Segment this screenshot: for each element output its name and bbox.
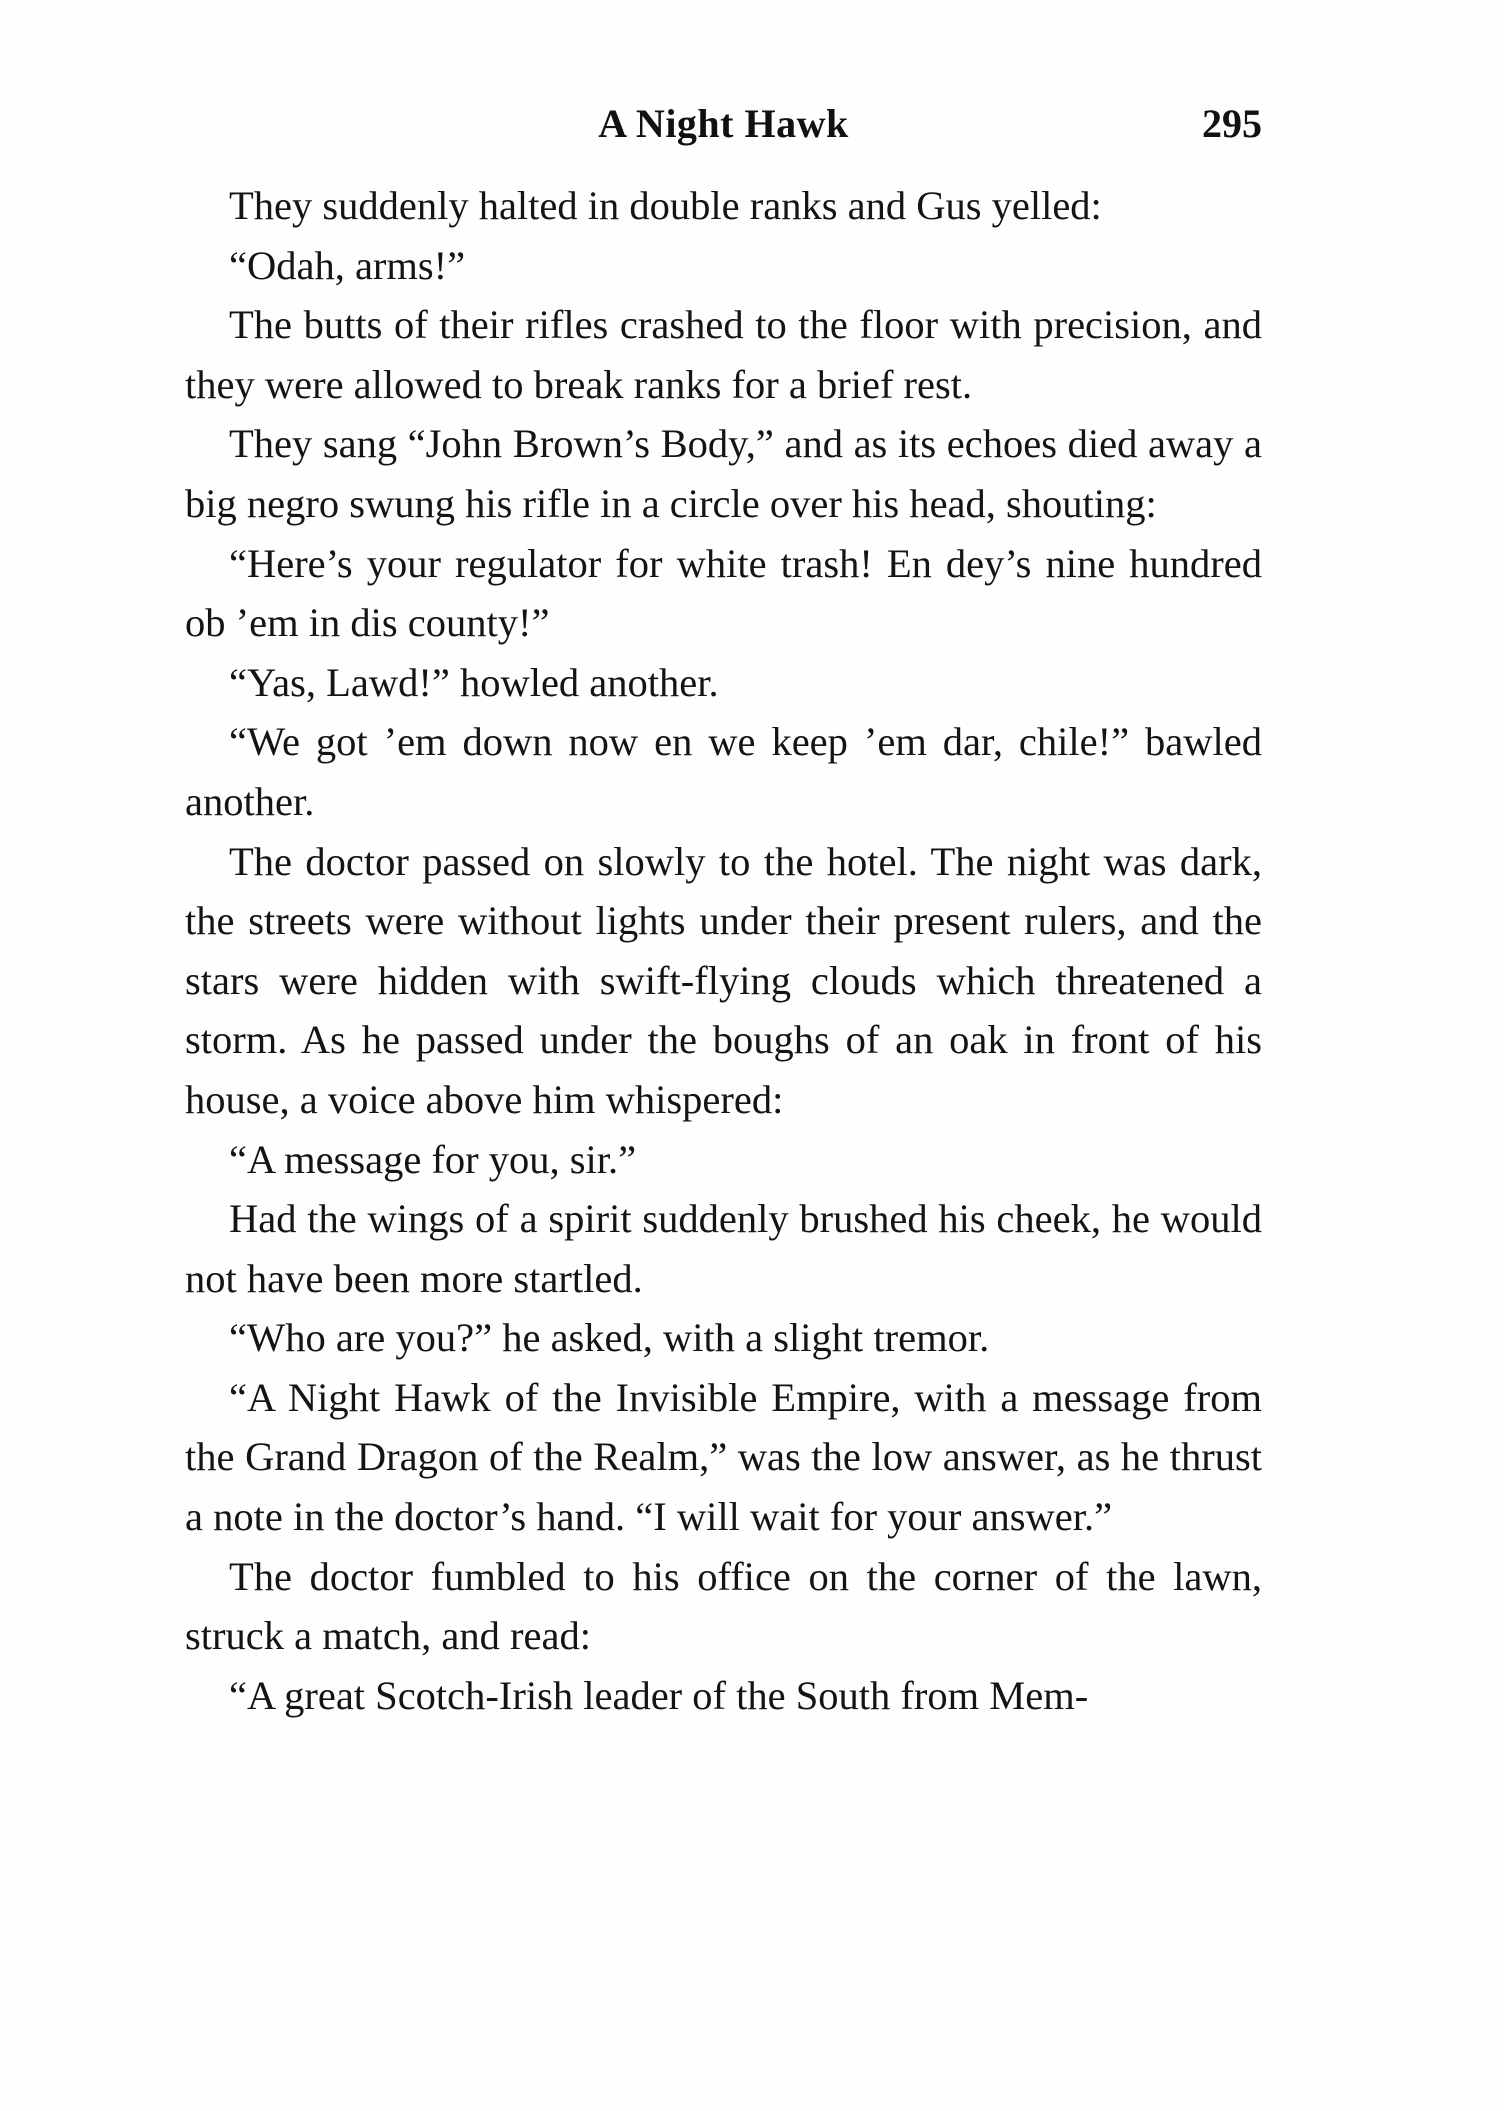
paragraph: “A message for you, sir.”	[229, 1136, 637, 1182]
paragraph: The doctor passed on slowly to the hotel. The night was dark, the streets were without lights under their present rulers, and the stars were hidden with swift-flying clouds which threatened a storm. As he passed under the boughs of an oak in front of his house, a voice above him whispered:	[185, 838, 1262, 1122]
paragraph: “Who are you?” he asked, with a slight tremor.	[229, 1315, 990, 1361]
page-number: 295	[1202, 101, 1262, 146]
paragraph: “Odah, arms!”	[229, 242, 466, 288]
paragraph: “Yas, Lawd!” howled another.	[229, 659, 719, 705]
paragraph: The doctor fumbled to his office on the corner of the lawn, struck a match, and read:	[185, 1553, 1262, 1659]
paragraph: They suddenly halted in double ranks and Gus yelled:	[229, 183, 1102, 228]
paragraph: The butts of their rifles crashed to the floor with precision, and they were allowed to break ranks for a brief rest.	[185, 302, 1262, 407]
paragraph: “We got ’em down now en we keep ’em dar, chile!” bawled another.	[185, 719, 1262, 824]
body-text	[185, 176, 1262, 1725]
paragraph: “Here’s your regulator for white trash! En dey’s nine hundred ob ’em in dis county!”	[185, 540, 1262, 646]
paragraph: They sang “John Brown’s Body,” and as its echoes died away a big negro swung his rifle in a circle over his head, shouting:	[185, 421, 1262, 526]
page-header	[185, 100, 1262, 160]
paragraph: “A great Scotch-Irish leader of the South from Mem-	[229, 1672, 1089, 1718]
running-title: A Night Hawk	[598, 101, 849, 146]
paragraph: Had the wings of a spirit suddenly brushed his cheek, he would not have been more startled.	[185, 1196, 1262, 1301]
paragraph: “A Night Hawk of the Invisible Empire, with a message from the Grand Dragon of the Realm,” was the low answer, as he thrust a note in the doctor’s hand. “I will wait for your answer.”	[185, 1374, 1262, 1540]
